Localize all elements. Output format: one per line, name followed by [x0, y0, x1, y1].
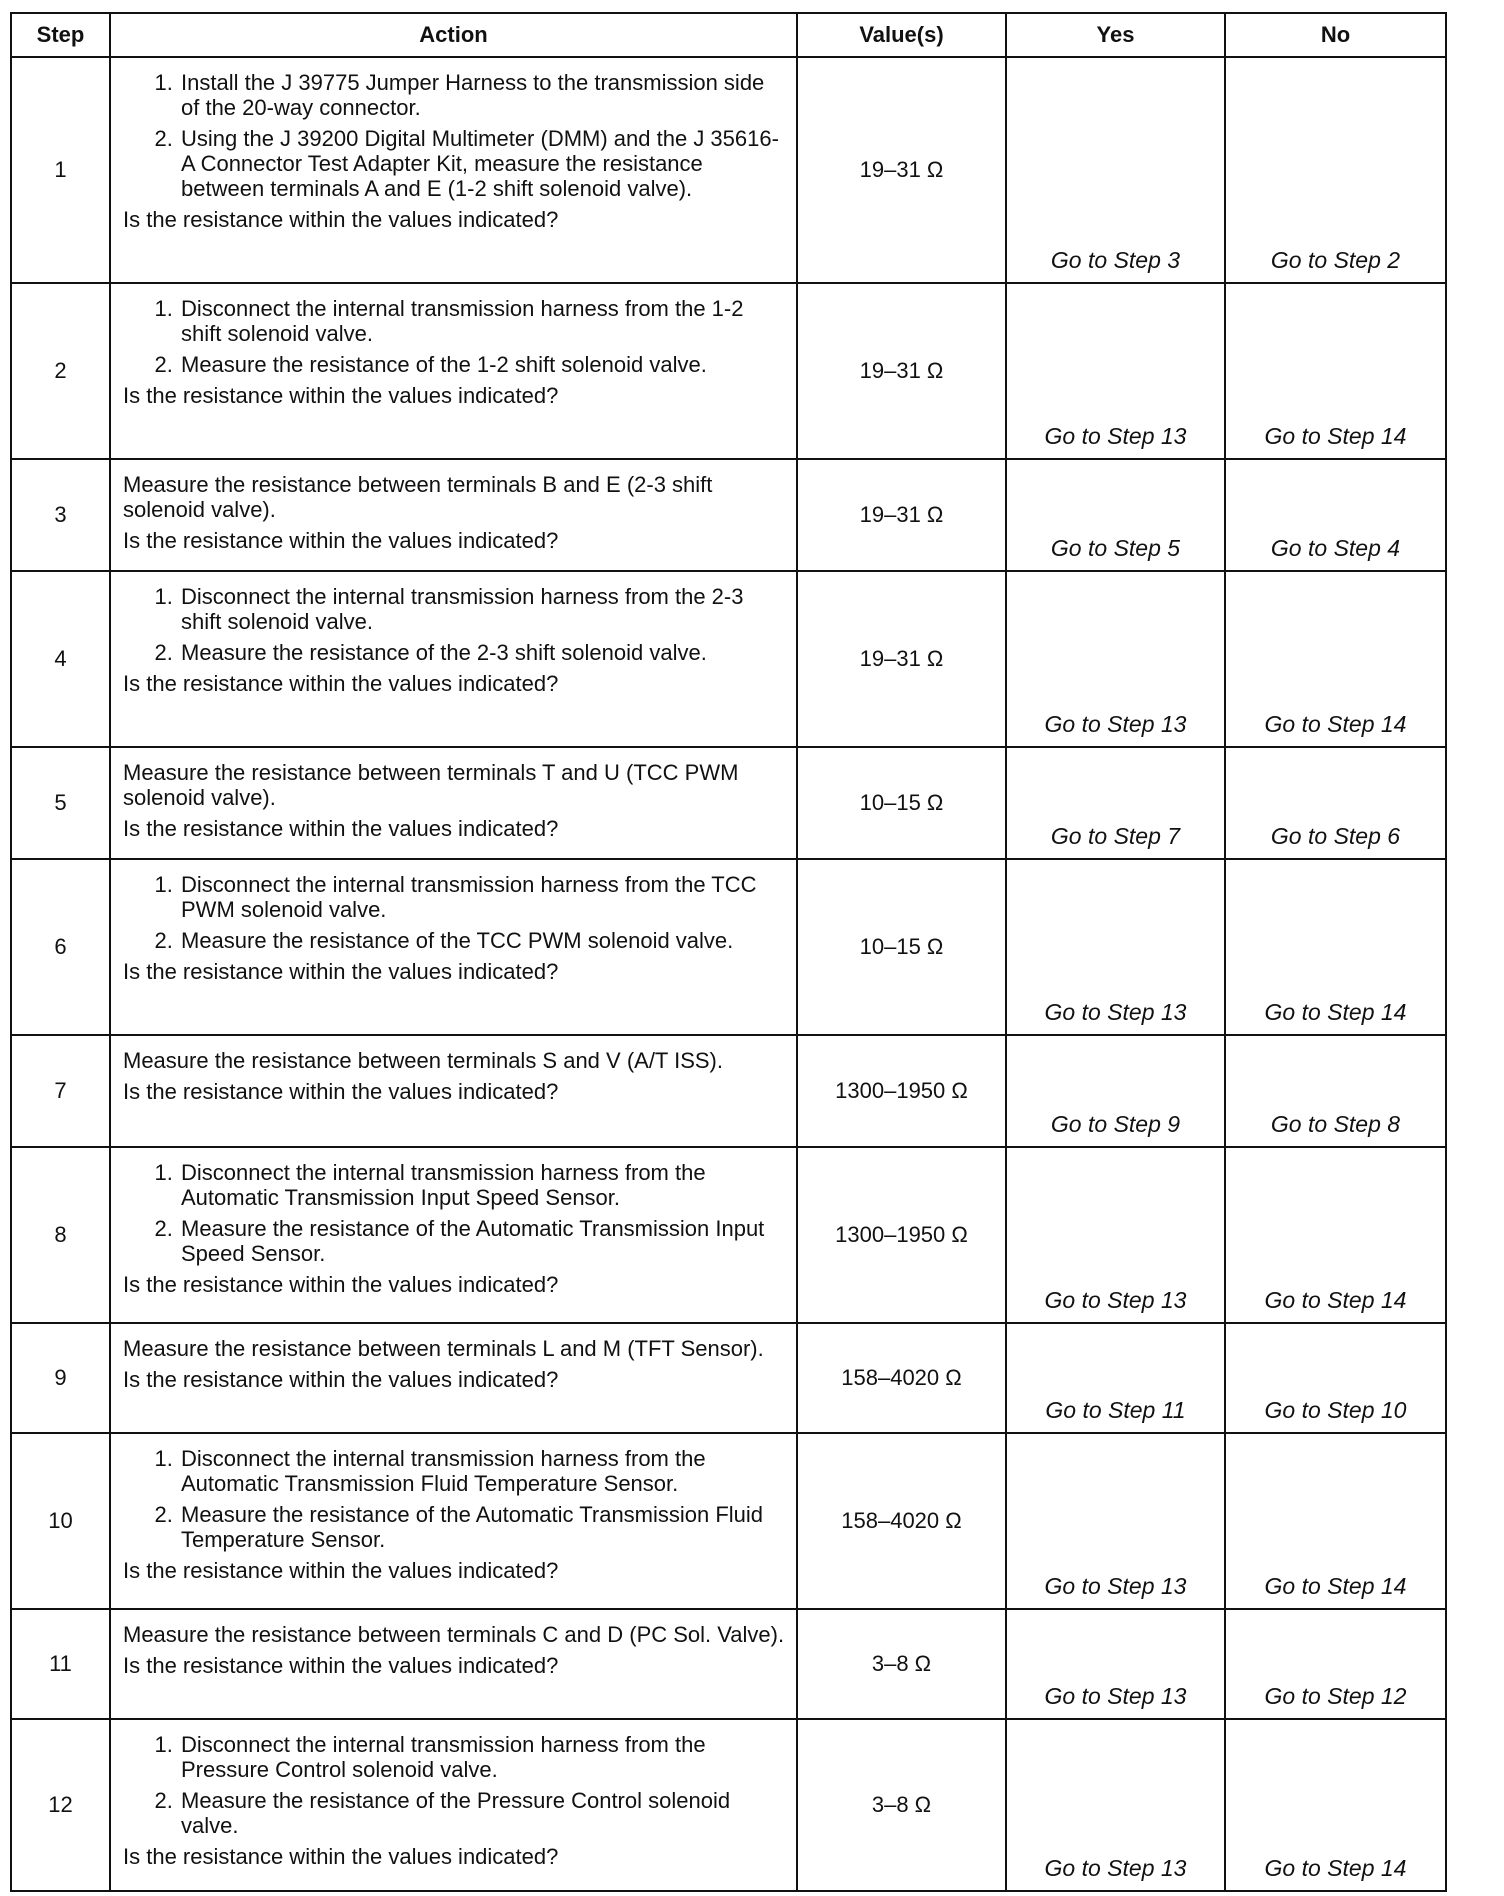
- header-row: [11, 13, 1446, 57]
- yes-outcome: Go to Step 3: [1006, 57, 1225, 283]
- value-range: 1300–1950 Ω: [797, 1147, 1006, 1323]
- no-outcome: Go to Step 14: [1225, 571, 1446, 747]
- instruction-item: 1. Disconnect the internal transmission harness from the TCC PWM solenoid valve.: [179, 872, 788, 922]
- header-step: Step: [11, 13, 110, 57]
- yes-outcome: Go to Step 13: [1006, 859, 1225, 1035]
- action-question: Is the resistance within the values indicated?: [123, 959, 559, 984]
- instruction-item: 1. Disconnect the internal transmission harness from the Pressure Control solenoid valve.: [179, 1732, 788, 1782]
- no-outcome: Go to Step 2: [1225, 57, 1446, 283]
- table-row: [11, 571, 1446, 747]
- instruction-item: 2. Using the J 39200 Digital Multimeter (DMM) and the J 35616-A Connector Test Adapter Kit, measure the resistance between terminals A and E (1-2 shift solenoid valve).: [179, 126, 788, 201]
- yes-outcome: Go to Step 13: [1006, 1147, 1225, 1323]
- value-range: 19–31 Ω: [797, 283, 1006, 459]
- instruction-item: 2. Measure the resistance of the Automatic Transmission Fluid Temperature Sensor.: [179, 1502, 788, 1552]
- action-question: Is the resistance within the values indicated?: [123, 207, 559, 232]
- action-text: Measure the resistance between terminals T and U (TCC PWM solenoid valve).: [123, 760, 739, 810]
- value-range: 3–8 Ω: [797, 1719, 1006, 1891]
- yes-outcome: Go to Step 13: [1006, 283, 1225, 459]
- action-cell: [110, 571, 797, 747]
- action-cell: [110, 459, 797, 571]
- instruction-item: 1. Disconnect the internal transmission harness from the 2-3 shift solenoid valve.: [179, 584, 788, 634]
- table-row: [11, 859, 1446, 1035]
- yes-outcome: Go to Step 7: [1006, 747, 1225, 859]
- instruction-item: 1. Disconnect the internal transmission harness from the Automatic Transmission Fluid Temperature Sensor.: [179, 1446, 788, 1496]
- action-question: Is the resistance within the values indicated?: [123, 1653, 559, 1678]
- table-row: [11, 459, 1446, 571]
- no-outcome: Go to Step 14: [1225, 283, 1446, 459]
- action-question: Is the resistance within the values indicated?: [123, 1367, 559, 1392]
- action-question: Is the resistance within the values indicated?: [123, 528, 559, 553]
- table-row: [11, 1323, 1446, 1433]
- yes-outcome: Go to Step 5: [1006, 459, 1225, 571]
- step-number: 2: [11, 283, 110, 459]
- instruction-item: 1. Disconnect the internal transmission harness from the Automatic Transmission Input Speed Sensor.: [179, 1160, 788, 1210]
- step-number: 1: [11, 57, 110, 283]
- instruction-item: 1. Disconnect the internal transmission harness from the 1-2 shift solenoid valve.: [179, 296, 788, 346]
- table-row: [11, 1433, 1446, 1609]
- action-cell: [110, 57, 797, 283]
- action-cell: [110, 747, 797, 859]
- instruction-item: 2. Measure the resistance of the Pressure Control solenoid valve.: [179, 1788, 788, 1838]
- header-action: Action: [110, 13, 797, 57]
- instruction-item: 2. Measure the resistance of the 2-3 shift solenoid valve.: [179, 640, 788, 665]
- step-number: 12: [11, 1719, 110, 1891]
- action-cell: [110, 1323, 797, 1433]
- instruction-list: [123, 872, 788, 953]
- action-question: Is the resistance within the values indicated?: [123, 383, 559, 408]
- yes-outcome: Go to Step 13: [1006, 1433, 1225, 1609]
- step-number: 8: [11, 1147, 110, 1323]
- no-outcome: Go to Step 14: [1225, 859, 1446, 1035]
- instruction-list: [123, 584, 788, 665]
- no-outcome: Go to Step 8: [1225, 1035, 1446, 1147]
- value-range: 158–4020 Ω: [797, 1323, 1006, 1433]
- action-question: Is the resistance within the values indicated?: [123, 1272, 559, 1297]
- table-row: [11, 747, 1446, 859]
- yes-outcome: Go to Step 11: [1006, 1323, 1225, 1433]
- step-number: 6: [11, 859, 110, 1035]
- action-question: Is the resistance within the values indicated?: [123, 671, 559, 696]
- action-text: Measure the resistance between terminals L and M (TFT Sensor).: [123, 1336, 764, 1361]
- step-number: 4: [11, 571, 110, 747]
- yes-outcome: Go to Step 13: [1006, 1609, 1225, 1719]
- step-number: 10: [11, 1433, 110, 1609]
- step-number: 7: [11, 1035, 110, 1147]
- no-outcome: Go to Step 4: [1225, 459, 1446, 571]
- yes-outcome: Go to Step 9: [1006, 1035, 1225, 1147]
- instruction-list: [123, 1446, 788, 1552]
- no-outcome: Go to Step 6: [1225, 747, 1446, 859]
- instruction-item: 2. Measure the resistance of the TCC PWM solenoid valve.: [179, 928, 788, 953]
- table-row: [11, 57, 1446, 283]
- header-yes: Yes: [1006, 13, 1225, 57]
- value-range: 1300–1950 Ω: [797, 1035, 1006, 1147]
- instruction-list: [123, 70, 788, 201]
- action-text: Measure the resistance between terminals S and V (A/T ISS).: [123, 1048, 723, 1073]
- value-range: 19–31 Ω: [797, 571, 1006, 747]
- value-range: 19–31 Ω: [797, 459, 1006, 571]
- step-number: 11: [11, 1609, 110, 1719]
- no-outcome: Go to Step 14: [1225, 1719, 1446, 1891]
- value-range: 10–15 Ω: [797, 859, 1006, 1035]
- action-cell: [110, 283, 797, 459]
- step-number: 3: [11, 459, 110, 571]
- instruction-list: [123, 296, 788, 377]
- header-values: Value(s): [797, 13, 1006, 57]
- action-question: Is the resistance within the values indicated?: [123, 816, 559, 841]
- action-text: Measure the resistance between terminals C and D (PC Sol. Valve).: [123, 1622, 785, 1647]
- table-body: [11, 57, 1446, 1891]
- yes-outcome: Go to Step 13: [1006, 571, 1225, 747]
- value-range: 19–31 Ω: [797, 57, 1006, 283]
- action-question: Is the resistance within the values indicated?: [123, 1844, 559, 1869]
- instruction-list: [123, 1732, 788, 1838]
- header-no: No: [1225, 13, 1446, 57]
- action-text: Measure the resistance between terminals B and E (2-3 shift solenoid valve).: [123, 472, 713, 522]
- instruction-item: 1. Install the J 39775 Jumper Harness to the transmission side of the 20-way connector.: [179, 70, 788, 120]
- action-question: Is the resistance within the values indicated?: [123, 1558, 559, 1583]
- instruction-item: 2. Measure the resistance of the Automatic Transmission Input Speed Sensor.: [179, 1216, 788, 1266]
- value-range: 10–15 Ω: [797, 747, 1006, 859]
- step-number: 9: [11, 1323, 110, 1433]
- action-cell: [110, 1609, 797, 1719]
- table-row: [11, 1609, 1446, 1719]
- diagnostic-table: [10, 12, 1447, 1892]
- action-cell: [110, 1147, 797, 1323]
- table-row: [11, 283, 1446, 459]
- action-cell: [110, 859, 797, 1035]
- value-range: 158–4020 Ω: [797, 1433, 1006, 1609]
- table-row: [11, 1035, 1446, 1147]
- instruction-item: 2. Measure the resistance of the 1-2 shift solenoid valve.: [179, 352, 788, 377]
- table-row: [11, 1719, 1446, 1891]
- no-outcome: Go to Step 14: [1225, 1147, 1446, 1323]
- action-question: Is the resistance within the values indicated?: [123, 1079, 559, 1104]
- action-cell: [110, 1719, 797, 1891]
- no-outcome: Go to Step 14: [1225, 1433, 1446, 1609]
- table-row: [11, 1147, 1446, 1323]
- action-cell: [110, 1433, 797, 1609]
- no-outcome: Go to Step 12: [1225, 1609, 1446, 1719]
- value-range: 3–8 Ω: [797, 1609, 1006, 1719]
- instruction-list: [123, 1160, 788, 1266]
- yes-outcome: Go to Step 13: [1006, 1719, 1225, 1891]
- no-outcome: Go to Step 10: [1225, 1323, 1446, 1433]
- action-cell: [110, 1035, 797, 1147]
- step-number: 5: [11, 747, 110, 859]
